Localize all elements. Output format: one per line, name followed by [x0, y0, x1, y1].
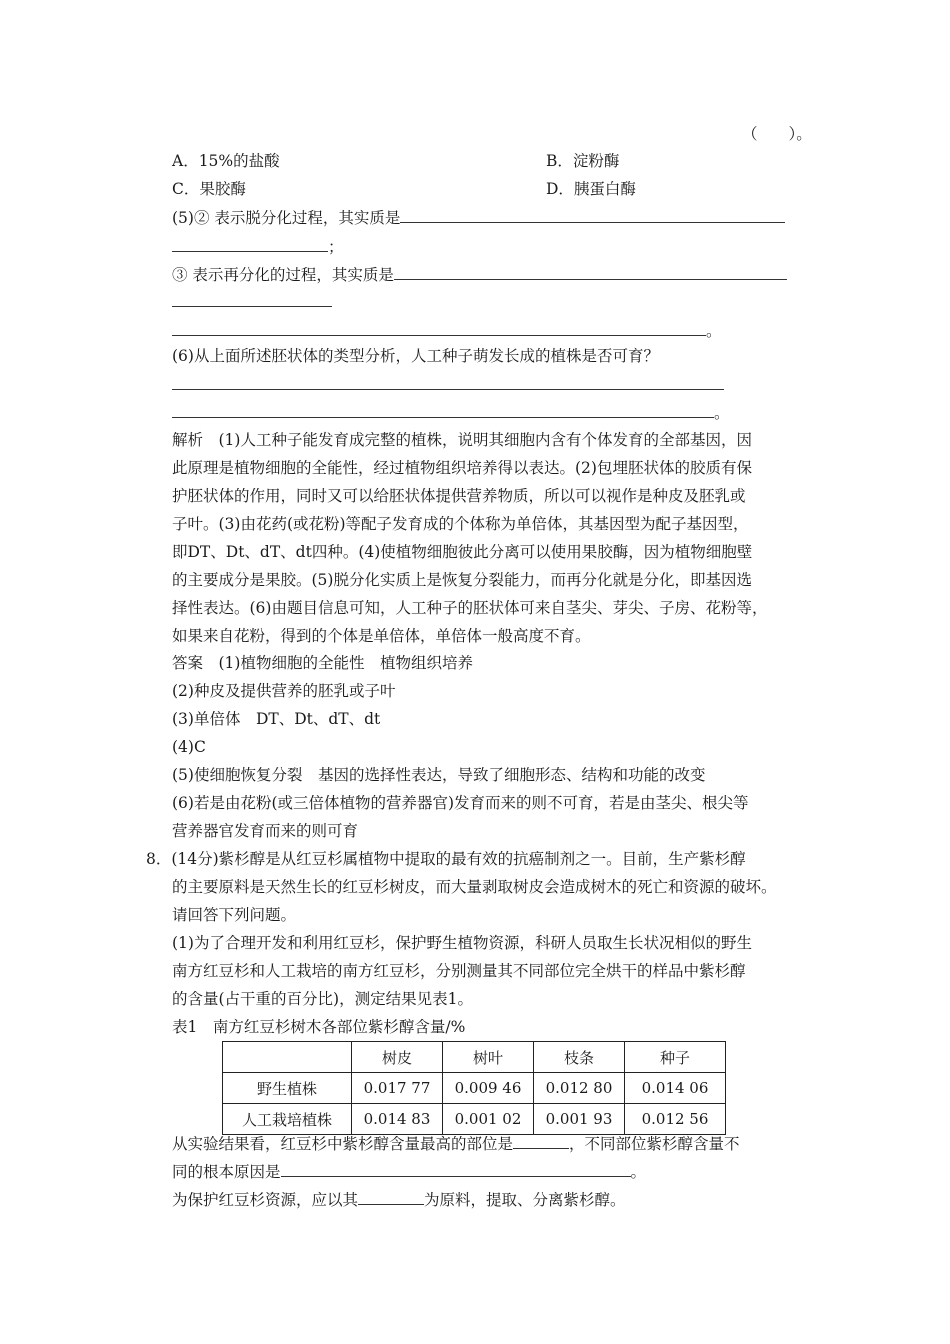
q5-redifferentiation-prompt [172, 264, 787, 285]
table-row [223, 1104, 726, 1135]
option-a: A．15%的盐酸 [172, 152, 280, 170]
answer-line: (6)若是由花粉(或三倍体植物的营养器官)发育而来的则不可育，若是由茎尖、根尖等 [172, 794, 749, 812]
answer-line: (2)种皮及提供营养的胚乳或子叶 [172, 682, 396, 700]
q8-p1-line: 南方红豆杉和人工栽培的南方红豆杉，分别测量其不同部位完全烘干的样品中紫杉醇 [172, 962, 746, 980]
analysis-line: 择性表达。(6)由题目信息可知，人工种子的胚状体可来自茎尖、芽尖、子房、花粉等， [172, 599, 768, 617]
q8-fill-line-2 [172, 1161, 646, 1182]
analysis-line: 此原理是植物细胞的全能性，经过植物组织培养得以表达。(2)包埋胚状体的胶质有保 [172, 459, 752, 477]
q5-blank-end [172, 320, 722, 341]
q6-blank-end [172, 402, 730, 423]
q8-intro-line: 8．(14分)紫杉醇是从红豆杉属植物中提取的最有效的抗癌制剂之一。目前，生产紫杉醇 [146, 850, 746, 868]
table-cell: 0.012 80 [534, 1073, 625, 1104]
q5-text-a: (5)② 表示脱分化过程，其实质是 [172, 209, 401, 227]
blank-line[interactable] [172, 389, 724, 390]
q8-intro-line: 的主要原料是天然生长的红豆杉树皮，而大量剥取树皮会造成树木的死亡和资源的破坏。 [172, 878, 777, 896]
q5-blank-continue [172, 236, 344, 257]
analysis-line: 解析 (1)人工种子能发育成完整的植株，说明其细胞内含有个体发育的全部基因，因 [172, 431, 752, 449]
analysis-line: 的主要成分是果胶。(5)脱分化实质上是恢复分裂能力，而再分化就是分化，即基因选 [172, 571, 752, 589]
q5-text-b: ③ 表示再分化的过程，其实质是 [172, 266, 394, 284]
blank-line[interactable] [172, 306, 332, 307]
q8-intro-line: 请回答下列问题。 [172, 906, 297, 924]
answer-line: 营养器官发育而来的则可育 [172, 822, 359, 840]
option-d: D．胰蛋白酶 [546, 180, 636, 198]
answer-line: (3)单倍体 DT、Dt、dT、dt [172, 710, 381, 728]
answer-line: (5)使细胞恢复分裂 基因的选择性表达，导致了细胞形态、结构和功能的改变 [172, 766, 706, 784]
analysis-line: 即DT、Dt、dT、dt四种。(4)使植物细胞彼此分离可以使用果胶酶，因为植物细胞壁 [172, 543, 753, 561]
fill-text: 同的根本原因是 [172, 1163, 281, 1181]
fill-text: 为原料，提取、分离紫杉醇。 [424, 1191, 626, 1209]
q6-prompt: (6)从上面所述胚状体的类型分析，人工种子萌发长成的植株是否可育？ [172, 347, 659, 365]
table-row [223, 1073, 726, 1104]
answer-line: 答案 (1)植物细胞的全能性 植物组织培养 [172, 654, 473, 672]
option-b: B．淀粉酶 [546, 152, 620, 170]
q8-p1-line: (1)为了合理开发和利用红豆杉，保护野生植物资源，科研人员取生长状况相似的野生 [172, 934, 752, 952]
fill-text: 从实验结果看，红豆杉中紫杉醇含量最高的部位是 [172, 1135, 514, 1153]
semicolon: ； [328, 238, 344, 256]
table-caption: 表1 南方红豆杉树木各部位紫杉醇含量/% [172, 1018, 466, 1036]
table-cell: 野生植株 [223, 1073, 352, 1104]
table-header-cell: 种子 [625, 1042, 726, 1073]
fill-text: 为保护红豆杉资源，应以其 [172, 1191, 359, 1209]
table-cell: 0.017 77 [352, 1073, 443, 1104]
analysis-line: 如果来自花粉，得到的个体是单倍体，单倍体一般高度不育。 [172, 627, 591, 645]
answer-parenthesis: （ ）。 [742, 125, 812, 143]
blank-line[interactable] [172, 402, 714, 418]
blank-line[interactable] [172, 236, 328, 252]
table-cell: 0.009 46 [443, 1073, 534, 1104]
table-header-cell: 枝条 [534, 1042, 625, 1073]
blank-line[interactable] [400, 207, 785, 223]
analysis-line: 子叶。(3)由花药(或花粉)等配子发育成的个体称为单倍体，其基因型为配子基因型， [172, 515, 749, 533]
blank-line[interactable] [513, 1133, 569, 1149]
q8-fill-line-3 [172, 1189, 626, 1210]
table-cell: 人工栽培植株 [223, 1104, 352, 1135]
taxol-content-table [222, 1041, 726, 1135]
table-header-cell: 树皮 [352, 1042, 443, 1073]
table-header-cell: 树叶 [443, 1042, 534, 1073]
blank-line[interactable] [358, 1189, 424, 1205]
period: 。 [714, 404, 730, 422]
fill-text: ，不同部位紫杉醇含量不 [569, 1135, 740, 1153]
q8-p1-line: 的含量(占干重的百分比)，测定结果见表1。 [172, 990, 473, 1008]
table-cell: 0.001 93 [534, 1104, 625, 1135]
answer-line: (4)C [172, 738, 206, 756]
blank-line[interactable] [281, 1161, 631, 1177]
q5-dedifferentiation-prompt [172, 207, 785, 228]
option-c: C．果胶酶 [172, 180, 246, 198]
table-header-row [223, 1042, 726, 1073]
table-cell: 0.012 56 [625, 1104, 726, 1135]
q8-fill-line-1 [172, 1133, 740, 1154]
blank-line[interactable] [394, 264, 787, 280]
blank-line[interactable] [172, 320, 706, 336]
fill-text: 。 [630, 1163, 647, 1181]
table-header-cell [223, 1042, 352, 1073]
table-cell: 0.014 83 [352, 1104, 443, 1135]
period: 。 [706, 322, 722, 340]
analysis-line: 护胚状体的作用，同时又可以给胚状体提供营养物质，所以可以视作是种皮及胚乳或 [172, 487, 746, 505]
table-cell: 0.001 02 [443, 1104, 534, 1135]
table-cell: 0.014 06 [625, 1073, 726, 1104]
